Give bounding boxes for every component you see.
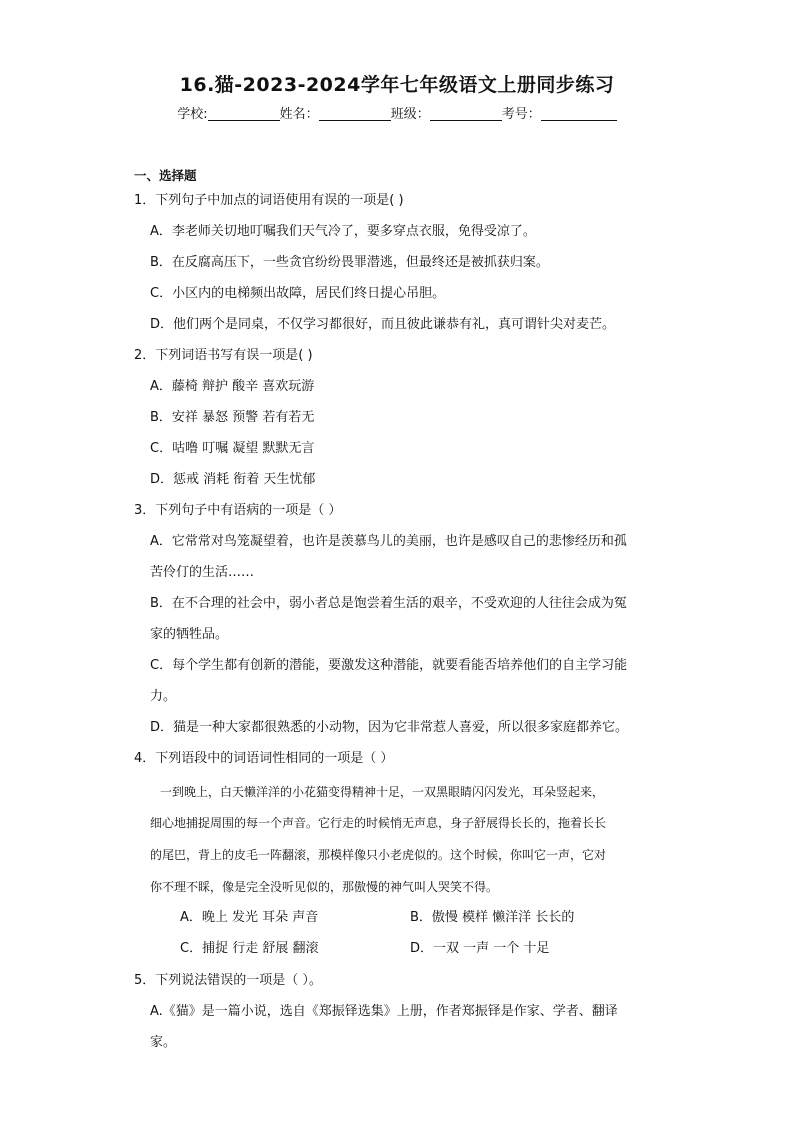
question-option: B．安祥 暴怒 预警 若有若无 — [150, 410, 315, 425]
question-option: B．在反腐高压下，一些贪官纷纷畏罪潜逃，但最终还是被抓获归案。 — [150, 255, 549, 270]
question-option: A．李老师关切地叮嘱我们天气冷了，要多穿点衣服，免得受凉了。 — [150, 224, 536, 239]
page-title: 16.猫-2023-2024学年七年级语文上册同步练习 — [179, 74, 615, 96]
question-stem: 2．下列词语书写有误一项是( ) — [134, 348, 313, 363]
question-option: C．咕噜 叮嘱 凝望 默默无言 — [150, 441, 315, 456]
question-option: D．一双 一声 一个 十足 — [410, 941, 550, 956]
passage-line: 的尾巴，背上的皮毛一阵翻滚，那模样像只小老虎似的。这个时候，你叫它一声，它对 — [150, 848, 607, 862]
question-option-continued: 力。 — [150, 689, 177, 704]
question-option-continued: 苦伶仃的生活…… — [150, 565, 255, 580]
student-info-row — [0, 103, 794, 122]
exam-no-label: 考号： — [501, 107, 541, 122]
passage-line: 你不理不睬，像是完全没听见似的，那傲慢的神气叫人哭笑不得。 — [150, 880, 499, 894]
question-option: A．晚上 发光 耳朵 声音 — [180, 910, 319, 925]
passage-line: 细心地捕捉周围的每一个声音。它行走的时候悄无声息，身子舒展得长长的，拖着长长 — [150, 816, 607, 830]
question-option: D．猫是一种大家都很熟悉的小动物，因为它非常惹人喜爱，所以很多家庭都养它。 — [150, 720, 629, 735]
question-option-continued: 家。 — [150, 1035, 177, 1050]
question-stem: 3．下列句子中有语病的一项是（ ） — [134, 503, 342, 518]
class-label: 班级： — [390, 107, 430, 122]
passage-line: 一到晚上，白天懒洋洋的小花猫变得精神十足，一双黑眼睛闪闪发光，耳朵竖起来， — [160, 785, 605, 799]
question-option: C．捕捉 行走 舒展 翻滚 — [180, 941, 319, 956]
question-stem: 5．下列说法错误的一项是（ ）。 — [134, 973, 322, 988]
question-option: B．在不合理的社会中，弱小者总是饱尝着生活的艰辛，不受欢迎的人往往会成为冤 — [150, 596, 627, 611]
question-option: B．傲慢 模样 懒洋洋 长长的 — [410, 910, 575, 925]
question-option: D．惩戒 消耗 衔着 天生忧郁 — [150, 472, 316, 487]
name-blank[interactable] — [319, 106, 391, 121]
question-option: C．每个学生都有创新的潜能，要激发这种潜能，就要看能否培养他们的自主学习能 — [150, 658, 628, 673]
question-option: A．藤椅 辩护 酸辛 喜欢玩游 — [150, 379, 315, 394]
school-blank[interactable] — [208, 106, 280, 121]
school-label: 学校: — [177, 107, 208, 122]
question-option-continued: 家的牺牲品。 — [150, 627, 229, 642]
question-option: A.《猫》是一篇小说，选自《郑振铎选集》上册，作者郑振铎是作家、学者、翻译 — [150, 1004, 618, 1019]
question-option: C．小区内的电梯频出故障，居民们终日提心吊胆。 — [150, 286, 446, 301]
question-stem: 1．下列句子中加点的词语使用有误的一项是( ) — [134, 193, 404, 208]
name-label: 姓名： — [279, 107, 319, 122]
question-option: A．它常常对鸟笼凝望着，也许是羡慕鸟儿的美丽，也许是感叹自己的悲惨经历和孤 — [150, 534, 627, 549]
section-heading: 一、选择题 — [134, 168, 197, 183]
class-blank[interactable] — [430, 106, 502, 121]
exam-no-blank[interactable] — [541, 106, 617, 121]
question-option: D．他们两个是同桌，不仅学习都很好，而且彼此谦恭有礼，真可谓针尖对麦芒。 — [150, 317, 616, 332]
question-stem: 4．下列语段中的词语词性相同的一项是（ ） — [134, 751, 394, 766]
